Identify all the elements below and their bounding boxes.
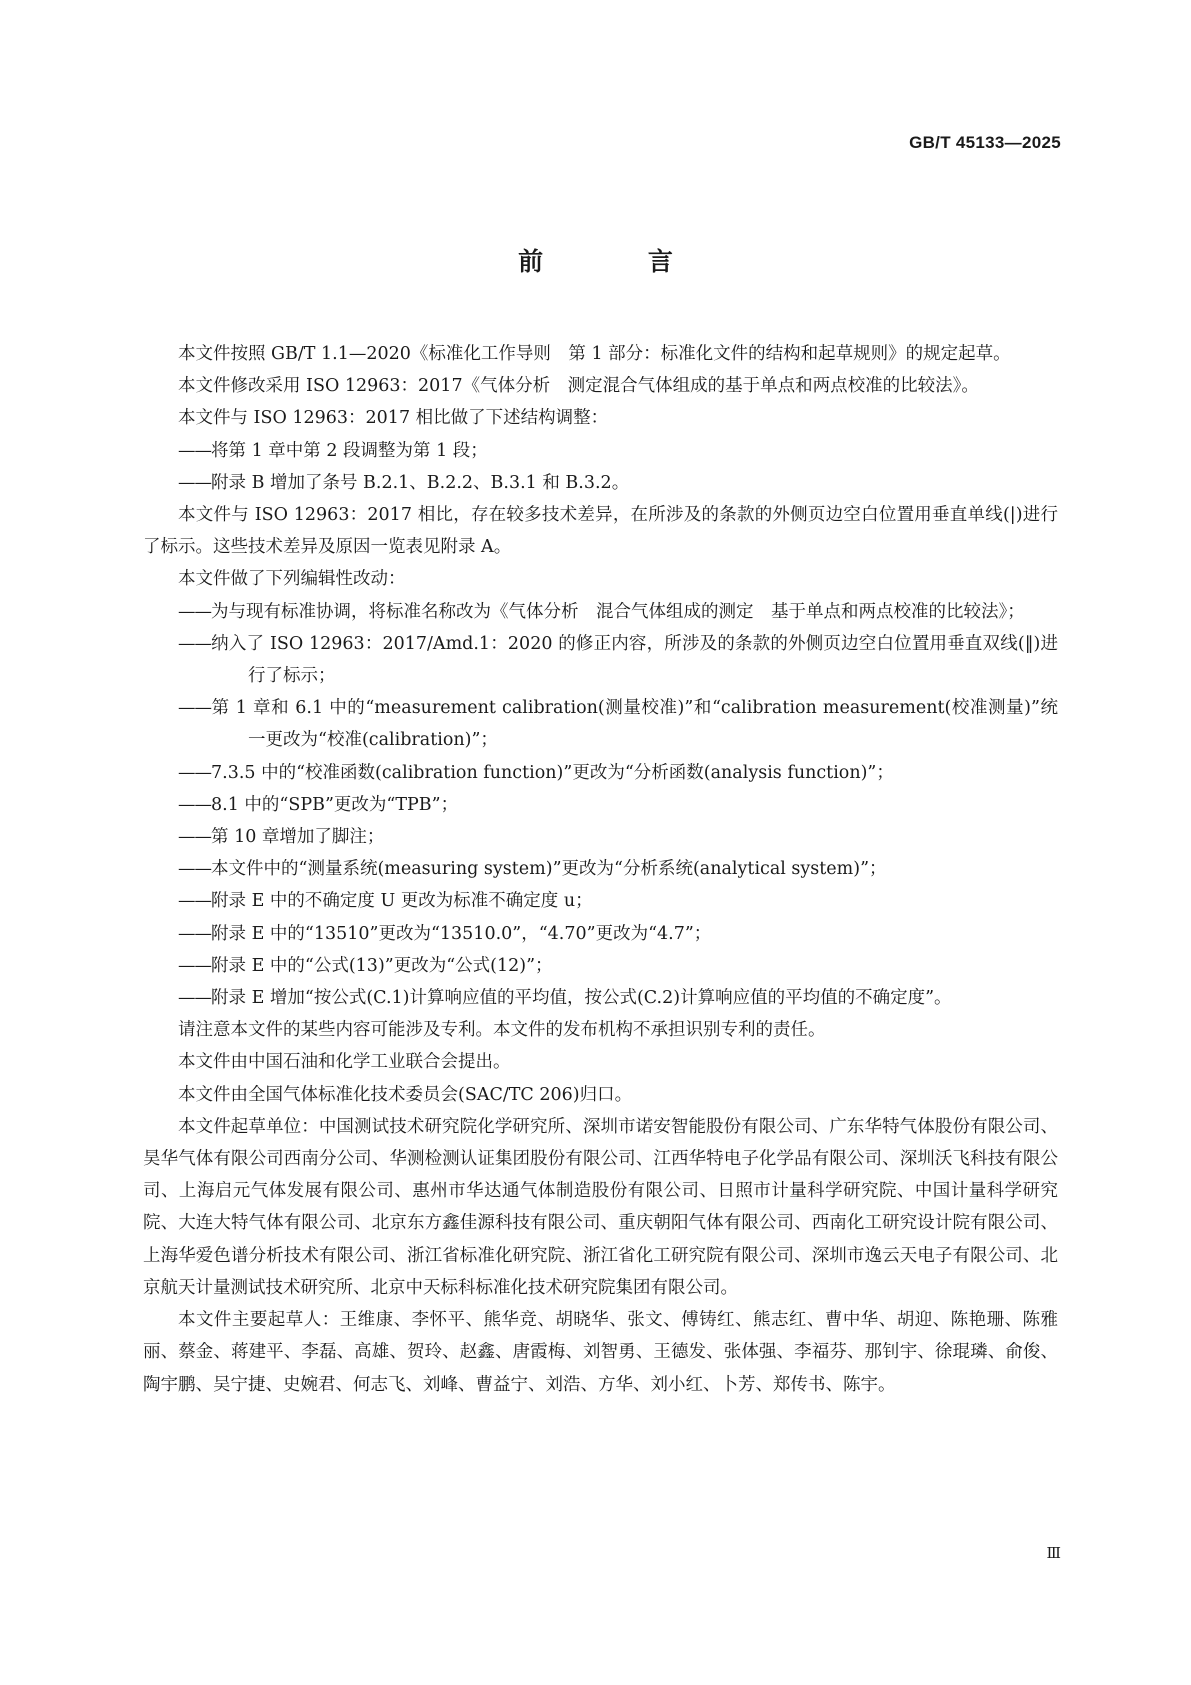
list-item (143, 853, 1058, 885)
dash-marker: —— (178, 794, 211, 815)
list-item-text: 附录 E 中的不确定度 U 更改为标准不确定度 u； (211, 891, 593, 912)
list-item-text: 附录 E 中的“13510”更改为“13510.0”，“4.70”更改为“4.7”； (211, 923, 712, 944)
list-item (143, 982, 1058, 1014)
list-item (143, 950, 1058, 982)
list-item (143, 435, 1058, 467)
dash-marker: —— (178, 601, 211, 622)
paragraph: 本文件按照 GB/T 1.1—2020《标准化工作导则 第 1 部分：标准化文件的结构和起草规则》的规定起草。 (178, 344, 1011, 364)
list-item (143, 596, 1058, 628)
list-item-text: 为与现有标准协调，将标准名称改为《气体分析 混合气体组成的测定 基于单点和两点校准的比较法》； (211, 601, 1025, 622)
dash-marker: —— (178, 633, 211, 654)
paragraph: 本文件修改采用 ISO 12963：2017《气体分析 测定混合气体组成的基于单点和两点校准的比较法》。 (178, 376, 979, 397)
list-item (143, 467, 1058, 499)
dash-marker: —— (178, 472, 211, 493)
dash-marker: —— (178, 440, 211, 461)
list-item-text: 附录 B 增加了条号 B.2.1、B.2.2、B.3.1 和 B.3.2。 (211, 472, 630, 493)
list-item (143, 692, 1058, 756)
paragraph: 本文件主要起草人：王维康、李怀平、熊华竞、胡晓华、张文、傅铸红、熊志红、曹中华、胡迎、陈艳珊、陈雅丽、蔡金、蒋建平、李磊、高雄、贺玲、赵鑫、唐霞梅、刘智勇、王德发、张体强、李福芬、那钊宇、徐琨璘、俞俊、陶宇鹏、吴宁捷、史婉君、何志飞、刘峰、曹益宁、刘浩、方华、刘小红、卜芳、郑传书、陈宇。 (143, 1310, 1058, 1395)
dash-marker: —— (178, 762, 211, 783)
dash-marker: —— (178, 923, 211, 944)
list-item (143, 885, 1058, 917)
list-item-text: 第 1 章和 6.1 中的“measurement calibration(测量校准)”和“calibration measurement(校准测量)”统一更改为“校准(calibration)”； (211, 698, 1058, 751)
list-item-text: 本文件中的“测量系统(measuring system)”更改为“分析系统(analytical system)”； (211, 859, 887, 880)
list-item-text: 附录 E 中的“公式(13)”更改为“公式(12)”； (211, 955, 553, 976)
paragraph: 本文件由中国石油和化学工业联合会提出。 (178, 1052, 511, 1073)
list-item-text: 8.1 中的“SPB”更改为“TPB”； (211, 794, 459, 815)
dash-marker: —— (178, 955, 211, 976)
dash-marker: —— (178, 891, 211, 912)
paragraph: 本文件由全国气体标准化技术委员会(SAC/TC 206)归口。 (178, 1084, 633, 1105)
list-item-text: 7.3.5 中的“校准函数(calibration function)”更改为“分析函数(analysis function)”； (211, 762, 894, 783)
paragraph: 本文件做了下列编辑性改动： (178, 569, 406, 590)
list-item-text: 将第 1 章中第 2 段调整为第 1 段； (211, 440, 488, 461)
list-item (143, 918, 1058, 950)
document-code: GB/T 45133—2025 (909, 133, 1061, 152)
dash-marker: —— (178, 988, 211, 1009)
list-item-text: 第 10 章增加了脚注； (211, 827, 385, 848)
page-number: Ⅲ (1046, 1544, 1061, 1562)
list-item (143, 821, 1058, 853)
foreword-body (143, 338, 1058, 1401)
list-item (143, 789, 1058, 821)
dash-marker: —— (178, 859, 211, 880)
paragraph: 本文件与 ISO 12963：2017 相比，存在较多技术差异，在所涉及的条款的外侧页边空白位置用垂直单线(|)进行了标示。这些技术差异及原因一览表见附录 A。 (143, 505, 1058, 558)
paragraph: 本文件与 ISO 12963：2017 相比做了下述结构调整： (178, 408, 609, 429)
dash-marker: —— (178, 698, 211, 719)
list-item (143, 757, 1058, 789)
paragraph: 本文件起草单位：中国测试技术研究院化学研究所、深圳市诺安智能股份有限公司、广东华特气体股份有限公司、昊华气体有限公司西南分公司、华测检测认证集团股份有限公司、江西华特电子化学品有限公司、深圳沃飞科技有限公司、上海启元气体发展有限公司、惠州市华达通气体制造股份有限公司、日照市计量科学研究院、中国计量科学研究院、大连大特气体有限公司、北京东方鑫佳源科技有限公司、重庆朝阳气体有限公司、西南化工研究设计院有限公司、上海华爱色谱分析技术有限公司、浙江省标准化研究院、浙江省化工研究院有限公司、深圳市逸云天电子有限公司、北京航天计量测试技术研究所、北京中天标科标准化技术研究院集团有限公司。 (143, 1116, 1058, 1298)
dash-marker: —— (178, 827, 211, 848)
list-item-text: 纳入了 ISO 12963：2017/Amd.1：2020 的修正内容，所涉及的条款的外侧页边空白位置用垂直双线(‖)进行了标示； (211, 633, 1058, 687)
list-item-text: 附录 E 增加“按公式(C.1)计算响应值的平均值，按公式(C.2)计算响应值的平均值的不确定度”。 (211, 988, 952, 1009)
page-title: 前 言 (518, 247, 721, 276)
list-item (143, 628, 1058, 692)
paragraph: 请注意本文件的某些内容可能涉及专利。本文件的发布机构不承担识别专利的责任。 (178, 1020, 826, 1041)
